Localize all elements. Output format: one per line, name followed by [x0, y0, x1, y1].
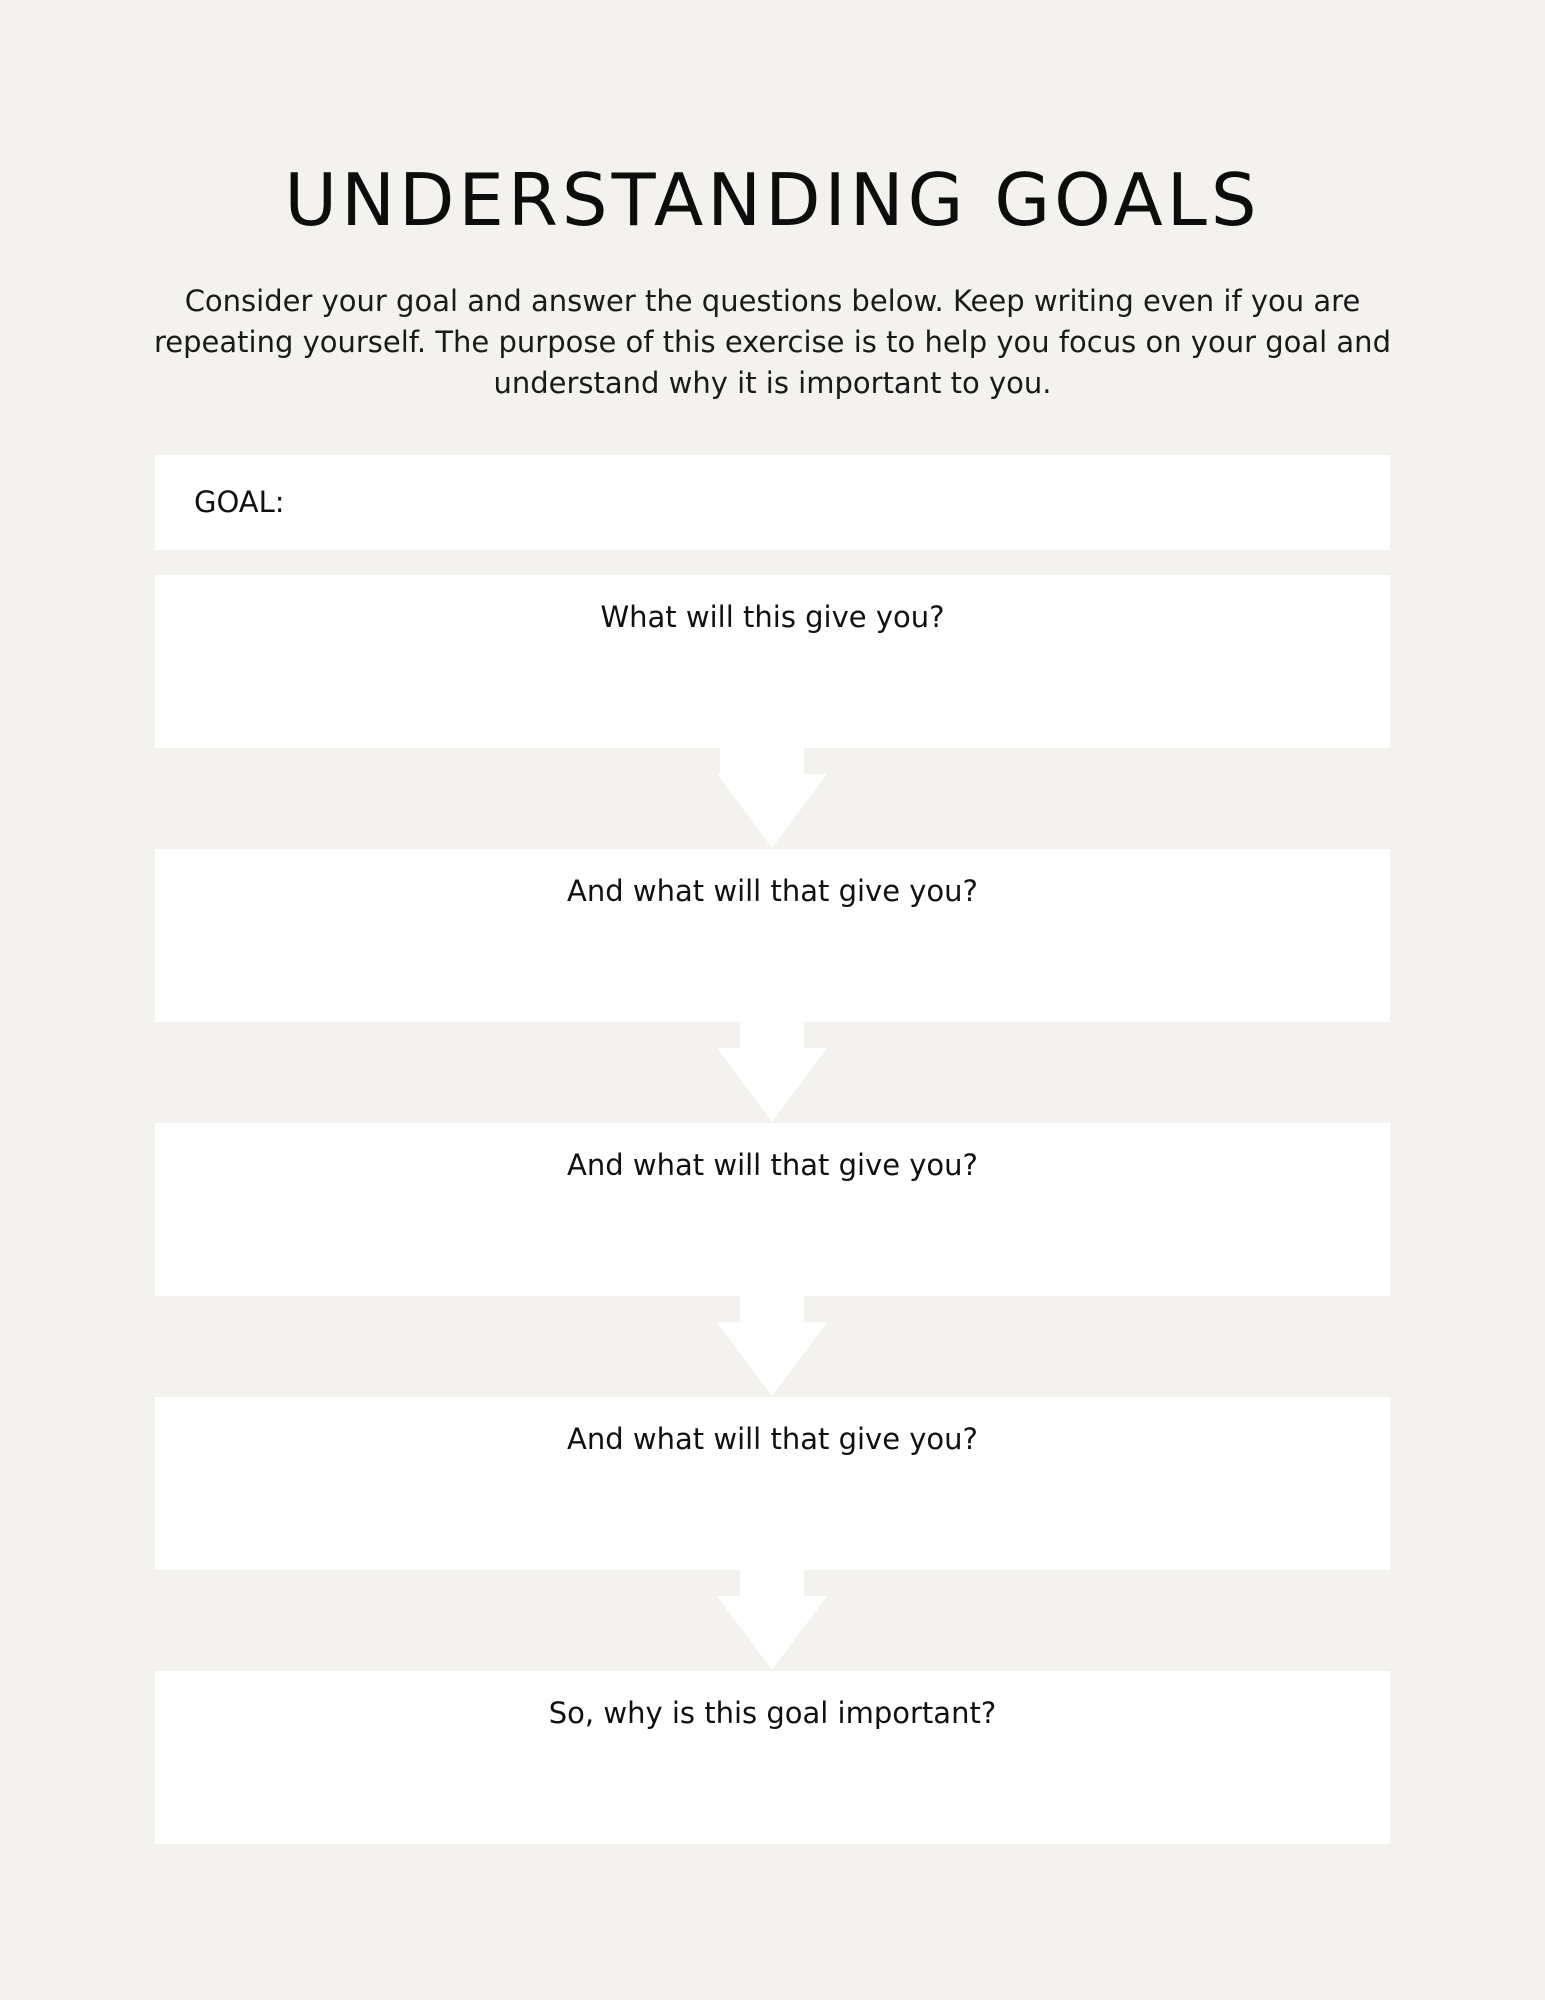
goal-label: GOAL: — [194, 485, 285, 519]
page-title: UNDERSTANDING GOALS — [284, 158, 1261, 242]
instructions-text: Consider your goal and answer the questions below. Keep writing even if you are repeating yourself. The purpose of this exercise is to help you focus on your goal and understand why it is important to you. — [154, 284, 1391, 400]
question-box-2[interactable] — [155, 849, 1390, 1022]
question-5-label: So, why is this goal important? — [548, 1696, 997, 1730]
question-box-4[interactable] — [155, 1397, 1390, 1570]
down-arrow-icon — [0, 1022, 1545, 1122]
question-3-label: And what will that give you? — [567, 1148, 978, 1182]
question-box-1[interactable] — [155, 575, 1390, 748]
question-box-5[interactable] — [155, 1671, 1390, 1844]
down-arrow-icon — [0, 1296, 1545, 1396]
goal-field[interactable] — [155, 455, 1390, 550]
down-arrow-icon — [0, 748, 1545, 848]
question-1-label: What will this give you? — [600, 600, 945, 634]
question-2-label: And what will that give you? — [567, 874, 978, 908]
down-arrow-icon — [0, 1570, 1545, 1670]
question-box-3[interactable] — [155, 1123, 1390, 1296]
question-4-label: And what will that give you? — [567, 1422, 978, 1456]
